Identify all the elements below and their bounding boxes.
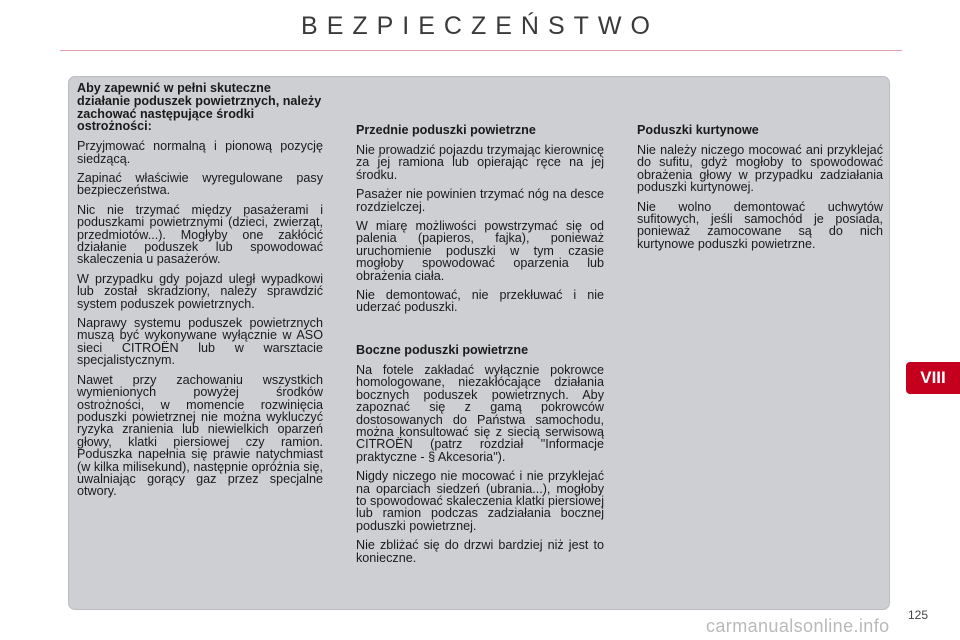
page-title: BEZPIECZEŃSTWO bbox=[301, 12, 659, 40]
column-curtain-airbags bbox=[637, 124, 883, 257]
watermark: carmanualsonline.info bbox=[706, 616, 890, 636]
paragraph: Pasażer nie powinien trzymać nóg na desce rozdzielczej. bbox=[356, 187, 604, 214]
paragraph: Nic nie trzymać między pasażerami i poduszkami powietrznymi (dzieci, zwierząt, przedmiotów...). Mogłyby one zakłócić działanie poduszek lub spowodować skaleczenia u pasażerów. bbox=[77, 202, 323, 267]
paragraph: Nie demontować, nie przekłuwać i nie uderzać poduszki. bbox=[356, 288, 604, 315]
paragraph: W miarę możliwości powstrzymać się od palenia (papieros, fajka), ponieważ uruchomienie poduszki w tym czasie mogłoby spowodować oparzenia lub obrażenia ciała. bbox=[356, 219, 604, 283]
content-panel bbox=[68, 76, 890, 610]
paragraph: Nie zbliżać się do drzwi bardziej niż jest to konieczne. bbox=[356, 538, 604, 565]
paragraph: Nawet przy zachowaniu wszystkich wymienionych powyżej środków ostrożności, w momencie rozwinięcia poduszki powietrznej nie można wykluczyć ryzyka zranienia lub niewielkich oparzeń głowy, klatki piersiowej czy ramion. Poduszka napełnia się prawie natychmiast (w kilka milisekund), następnie opróżnia się, uwalniając gorący gaz przez specjalne otwory. bbox=[77, 372, 323, 499]
page-number: 125 bbox=[908, 608, 929, 622]
curtain-airbags-heading: Poduszki kurtynowe bbox=[637, 123, 759, 137]
title-divider bbox=[60, 50, 902, 51]
column-general-precautions bbox=[77, 82, 323, 505]
side-airbags-heading: Boczne poduszki powietrzne bbox=[356, 342, 529, 357]
paragraph: Zapinać właściwie wyregulowane pasy bezpieczeństwa. bbox=[77, 171, 323, 198]
paragraph: Nie należy niczego mocować ani przyklejać do sufitu, gdyż mogłoby to spowodować obrażenia głowy w przypadku zadziałania poduszki kurtynowej. bbox=[637, 143, 883, 195]
chapter-tab[interactable]: VIII bbox=[906, 362, 960, 394]
paragraph: Przyjmować normalną i pionową pozycję siedzącą. bbox=[77, 139, 323, 166]
paragraph: Naprawy systemu poduszek powietrznych muszą być wykonywane wyłącznie w ASO sieci CITROËN lub w warsztacie specjalistycznym. bbox=[77, 316, 323, 368]
column-front-side-airbags bbox=[356, 124, 604, 571]
paragraph: Nie prowadzić pojazdu trzymając kierownicę za jej ramiona lub opierając ręce na jej środku. bbox=[356, 143, 604, 182]
paragraph: Nigdy niczego nie mocować i nie przyklejać na oparciach siedzeń (ubrania...), mogłoby to spowodować skaleczenia klatki piersiowej lub ramion podczas zadziałania bocznej poduszki powietrznej. bbox=[356, 469, 604, 533]
intro-heading: Aby zapewnić w pełni skuteczne działanie poduszek powietrznych, należy zachować następujące środki ostrożności: bbox=[77, 81, 322, 134]
front-airbags-heading: Przednie poduszki powietrzne bbox=[356, 123, 536, 137]
paragraph: Nie wolno demontować uchwytów sufitowych, jeśli samochód je posiada, ponieważ zamocowane są do nich kurtynowe poduszki powietrzne. bbox=[637, 199, 883, 251]
section-spacer bbox=[356, 321, 604, 344]
paragraph: Na fotele zakładać wyłącznie pokrowce homologowane, niezakłócające działania bocznych poduszek powietrznych. Aby zapoznać się z gamą pokrowców dostosowanych do Państwa samochodu, można konsultować się z siecią serwisową CITROËN (patrz rozdział "Informacje praktyczne - § Akcesoria"). bbox=[356, 362, 604, 464]
paragraph: W przypadku gdy pojazd uległ wypadkowi lub został skradziony, należy sprawdzić system poduszek powietrznych. bbox=[77, 271, 323, 311]
